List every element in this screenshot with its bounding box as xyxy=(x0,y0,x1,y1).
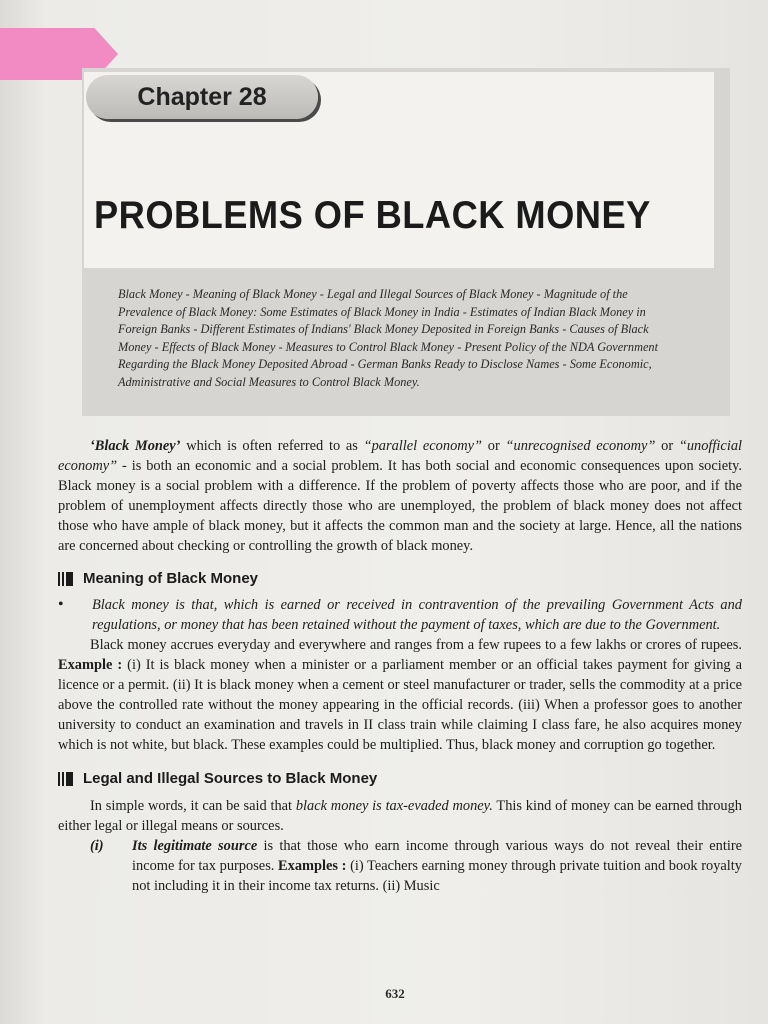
item-label: Its legitimate source xyxy=(132,837,258,854)
sources-text-italic: black money is tax-evaded money. xyxy=(295,797,493,814)
page-number: 632 xyxy=(385,986,405,1001)
example-label: Example : xyxy=(58,656,123,673)
sources-text-start: In simple words, it can be said that xyxy=(90,797,296,814)
section-heading-meaning xyxy=(58,569,742,589)
definition-text: Black money is that, which is earned or received in contravention of the prevailing Government Acts and regulations, or money that has been retained without the payment of taxes, which are due to the Government. xyxy=(92,596,742,633)
term-parallel-economy: “parallel economy” xyxy=(363,438,483,454)
section-heading-text: Legal and Illegal Sources to Black Money xyxy=(83,770,378,788)
section-marker-icon xyxy=(58,572,73,586)
intro-text-2: or xyxy=(482,438,506,454)
section-heading-text: Meaning of Black Money xyxy=(83,569,259,587)
legitimate-source-item xyxy=(58,836,742,896)
sources-paragraph xyxy=(58,796,742,836)
section-heading-sources xyxy=(58,769,742,789)
term-unrecognised-economy: “unrecognised economy” xyxy=(505,438,656,454)
page-body xyxy=(58,436,742,896)
item-text-start: is that those who earn income through various ways do not reveal their entire income for tax purposes. xyxy=(132,837,742,874)
sources-text-end: This kind of money can be earned through either legal or illegal means or sources. xyxy=(58,797,742,834)
item-marker: (i) xyxy=(90,837,104,854)
term-unofficial-economy: “unofficial economy” xyxy=(58,438,743,475)
intro-text-4: - is both an economic and a social problem. It has both social and economic consequences upon society. Black money is a social problem with a difference. If the problem of poverty affects those who are poor, and if the problem of unemployment affects directly those who are unemployed, the problem of black money does not affect those who have ample of black money, but it affects the common man and the society at large. Hence, all the nations are concerned about checking or controlling the growth of black money. xyxy=(58,458,742,555)
chapter-title: PROBLEMS OF BLACK MONEY xyxy=(94,194,651,237)
intro-paragraph xyxy=(58,436,742,557)
intro-text-3: or xyxy=(655,438,679,454)
item-text-rest: (i) Teachers earning money through private tuition and book royalty not including it in their income tax returns. (ii) Music xyxy=(132,857,742,894)
section-marker-icon xyxy=(58,772,73,786)
examples-paragraph xyxy=(58,635,742,756)
examples-text-rest: (i) It is black money when a minister or a parliament member or an official takes payment for giving a licence or a permit. (ii) It is black money when a cement or steel manufacturer or trader, sells the commodity at a price above the controlled rate without the money appearing in the official records. (iii) When a professor goes to another university to conduct an examination and travels in II class train while claiming I class fare, he also acquires money which is not white, but black. These examples could be multiplied. Thus, black money and corruption go together. xyxy=(58,656,742,754)
term-black-money: ‘Black Money’ xyxy=(90,438,181,454)
chapter-label: Chapter 28 xyxy=(86,75,318,119)
intro-text-1: which is often referred to as xyxy=(180,438,364,454)
item-text xyxy=(132,836,742,896)
examples-label: Examples : xyxy=(278,857,347,874)
chapter-summary: Black Money - Meaning of Black Money - Legal and Illegal Sources of Black Money - Magnitude of the Prevalence of Black Money: Some Estimates of Black Money in India - Estimates of Indian Black Money in Foreign Banks - Different Estimates of Indians' Black Money Deposited in Foreign Banks - Causes of Black Money - Effects of Black Money - Measures to Control Black Money - Present Policy of the NDA Government Regarding the Black Money Deposited Abroad - German Banks Ready to Disclose Names - Some Economic, Administrative and Social Measures to Control Black Money. xyxy=(118,287,658,389)
bullet-icon: • xyxy=(58,595,64,613)
examples-text-start: Black money accrues everyday and everywhere and ranges from a few rupees to a few lakhs or crores of rupees. xyxy=(90,636,742,653)
definition-bullet xyxy=(58,595,742,635)
